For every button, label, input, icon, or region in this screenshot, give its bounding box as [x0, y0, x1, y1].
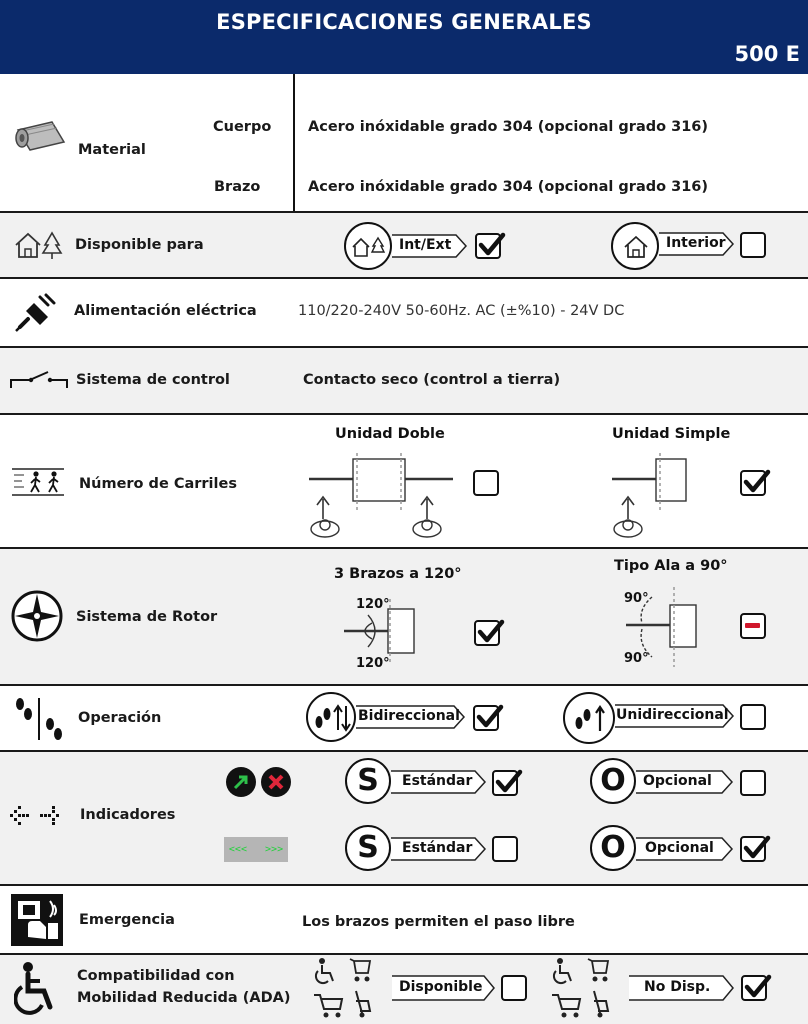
steel-roll-icon [12, 116, 68, 156]
standard-letter: S [357, 763, 379, 798]
int-ext-badge [344, 222, 392, 270]
switch-icon [10, 370, 68, 392]
interior-tag [659, 232, 735, 256]
standard-checkbox[interactable] [492, 836, 518, 862]
control-value: Contacto seco (control a tierra) [303, 372, 561, 388]
ada-available-tag [392, 975, 496, 999]
checkmark-icon [742, 972, 772, 1002]
interior-checkbox[interactable] [740, 232, 766, 258]
row-lanes [0, 415, 808, 547]
emergency-label: Emergencia [79, 912, 175, 928]
standard-label: Estándar [402, 840, 473, 856]
rotor-label: Sistema de Rotor [76, 609, 218, 625]
optional-checkbox[interactable] [740, 836, 766, 862]
ada-not-available-label: No Disp. [644, 979, 711, 995]
wing-type-label: Tipo Ala a 90° [614, 558, 728, 574]
power-value: 110/220-240V 50-60Hz. AC (±%10) - 24V DC [298, 303, 625, 319]
int-ext-tag [392, 234, 468, 258]
footsteps-icon [572, 703, 608, 735]
control-label: Sistema de control [76, 372, 230, 388]
ada-not-available-checkbox[interactable] [741, 975, 767, 1001]
standard-tag [391, 770, 487, 794]
operation-label: Operación [78, 710, 162, 726]
arm-value: Acero inóxidable grado 304 (opcional grado 316) [308, 179, 709, 195]
three-arm-angle-top: 120° [356, 597, 390, 612]
ada-label-line1: Compatibilidad con [77, 968, 235, 984]
ada-available-checkbox[interactable] [501, 975, 527, 1001]
three-arm-label: 3 Brazos a 120° [334, 566, 462, 582]
unidirectional-tag [615, 704, 735, 728]
row-control [0, 348, 808, 413]
optional-label: Opcional [645, 840, 714, 856]
row-ada [0, 955, 808, 1024]
footsteps-icon [313, 702, 351, 734]
three-arm-checkbox[interactable] [474, 620, 500, 646]
checkmark-icon [741, 467, 771, 497]
optional-checkbox[interactable] [740, 770, 766, 796]
accessibility-icons-group [548, 957, 616, 1021]
optional-tag [636, 837, 734, 861]
body-value: Acero inóxidable grado 304 (opcional grado 316) [308, 119, 709, 135]
standard-label: Estándar [402, 773, 473, 789]
model-number: 500 E [734, 42, 800, 66]
double-unit-checkbox[interactable] [473, 470, 499, 496]
interior-badge [611, 222, 659, 270]
row-emergency [0, 886, 808, 954]
optional-letter: O [600, 763, 626, 798]
plug-icon [14, 293, 60, 333]
wheelchair-icon [14, 961, 58, 1015]
row-material [0, 74, 808, 212]
checkmark-icon [493, 767, 523, 797]
single-unit-diagram [608, 449, 692, 541]
wing-angle-top: 90° [624, 591, 649, 606]
wing-type-checkbox[interactable] [740, 613, 766, 639]
arm-label: Brazo [214, 179, 261, 195]
row-indicators [0, 752, 808, 884]
single-unit-checkbox[interactable] [740, 470, 766, 496]
footsteps-icon [12, 694, 66, 744]
optional-tag [636, 770, 734, 794]
pedestrian-lanes-icon [10, 465, 66, 499]
standard-badge [345, 825, 391, 871]
minus-icon [745, 623, 760, 628]
body-label: Cuerpo [213, 119, 272, 135]
single-unit-label: Unidad Simple [612, 426, 731, 442]
arrows-indicator-icon [8, 804, 68, 826]
row-available [0, 213, 808, 277]
compass-rotor-icon [10, 589, 64, 643]
standard-tag [391, 837, 487, 861]
power-label: Alimentación eléctrica [74, 303, 257, 319]
checkmark-icon [475, 617, 505, 647]
double-unit-diagram [305, 449, 465, 541]
page-title: ESPECIFICACIONES GENERALES [216, 10, 592, 34]
unidirectional-label: Unidireccional [616, 707, 729, 723]
unidirectional-checkbox[interactable] [740, 704, 766, 730]
optional-label: Opcional [643, 773, 712, 789]
optional-badge [590, 825, 636, 871]
house-tree-icon [351, 236, 387, 258]
divider-vertical [293, 74, 295, 212]
ada-label-line2: Mobilidad Reducida (ADA) [77, 990, 291, 1006]
standard-checkbox[interactable] [492, 770, 518, 796]
material-label: Material [78, 142, 146, 158]
row-power [0, 279, 808, 346]
arrow-display-panel: <<< >>> [224, 837, 288, 862]
unidirectional-badge [563, 692, 615, 744]
row-operation [0, 686, 808, 750]
available-label: Disponible para [75, 237, 204, 253]
standard-letter: S [357, 830, 379, 865]
ada-available-label: Disponible [399, 979, 483, 995]
ada-not-available-tag [629, 975, 735, 999]
standard-badge [345, 758, 391, 804]
int-ext-checkbox[interactable] [475, 233, 501, 259]
indicators-label: Indicadores [80, 807, 176, 823]
bidirectional-badge [306, 692, 356, 742]
three-arm-angle-bottom: 120° [356, 656, 390, 671]
bidirectional-tag [356, 705, 466, 729]
house-tree-icon [12, 229, 66, 261]
double-unit-label: Unidad Doble [335, 426, 445, 442]
green-arrow-red-cross-icon [225, 766, 293, 798]
bidirectional-label: Bidireccional [358, 708, 460, 724]
optional-letter: O [600, 830, 626, 865]
checkmark-icon [474, 702, 504, 732]
checkmark-icon [741, 833, 771, 863]
header-banner [0, 0, 808, 74]
wing-angle-bottom: 90° [624, 651, 649, 666]
row-rotor [0, 549, 808, 684]
checkmark-icon [476, 230, 506, 260]
emergency-button-icon [10, 893, 64, 947]
lanes-label: Número de Carriles [79, 476, 237, 492]
int-ext-label: Int/Ext [399, 237, 452, 253]
accessibility-icons-group [310, 957, 378, 1021]
optional-badge [590, 758, 636, 804]
bidirectional-checkbox[interactable] [473, 705, 499, 731]
interior-label: Interior [666, 235, 726, 251]
emergency-value: Los brazos permiten el paso libre [302, 914, 575, 930]
house-icon [623, 235, 649, 259]
